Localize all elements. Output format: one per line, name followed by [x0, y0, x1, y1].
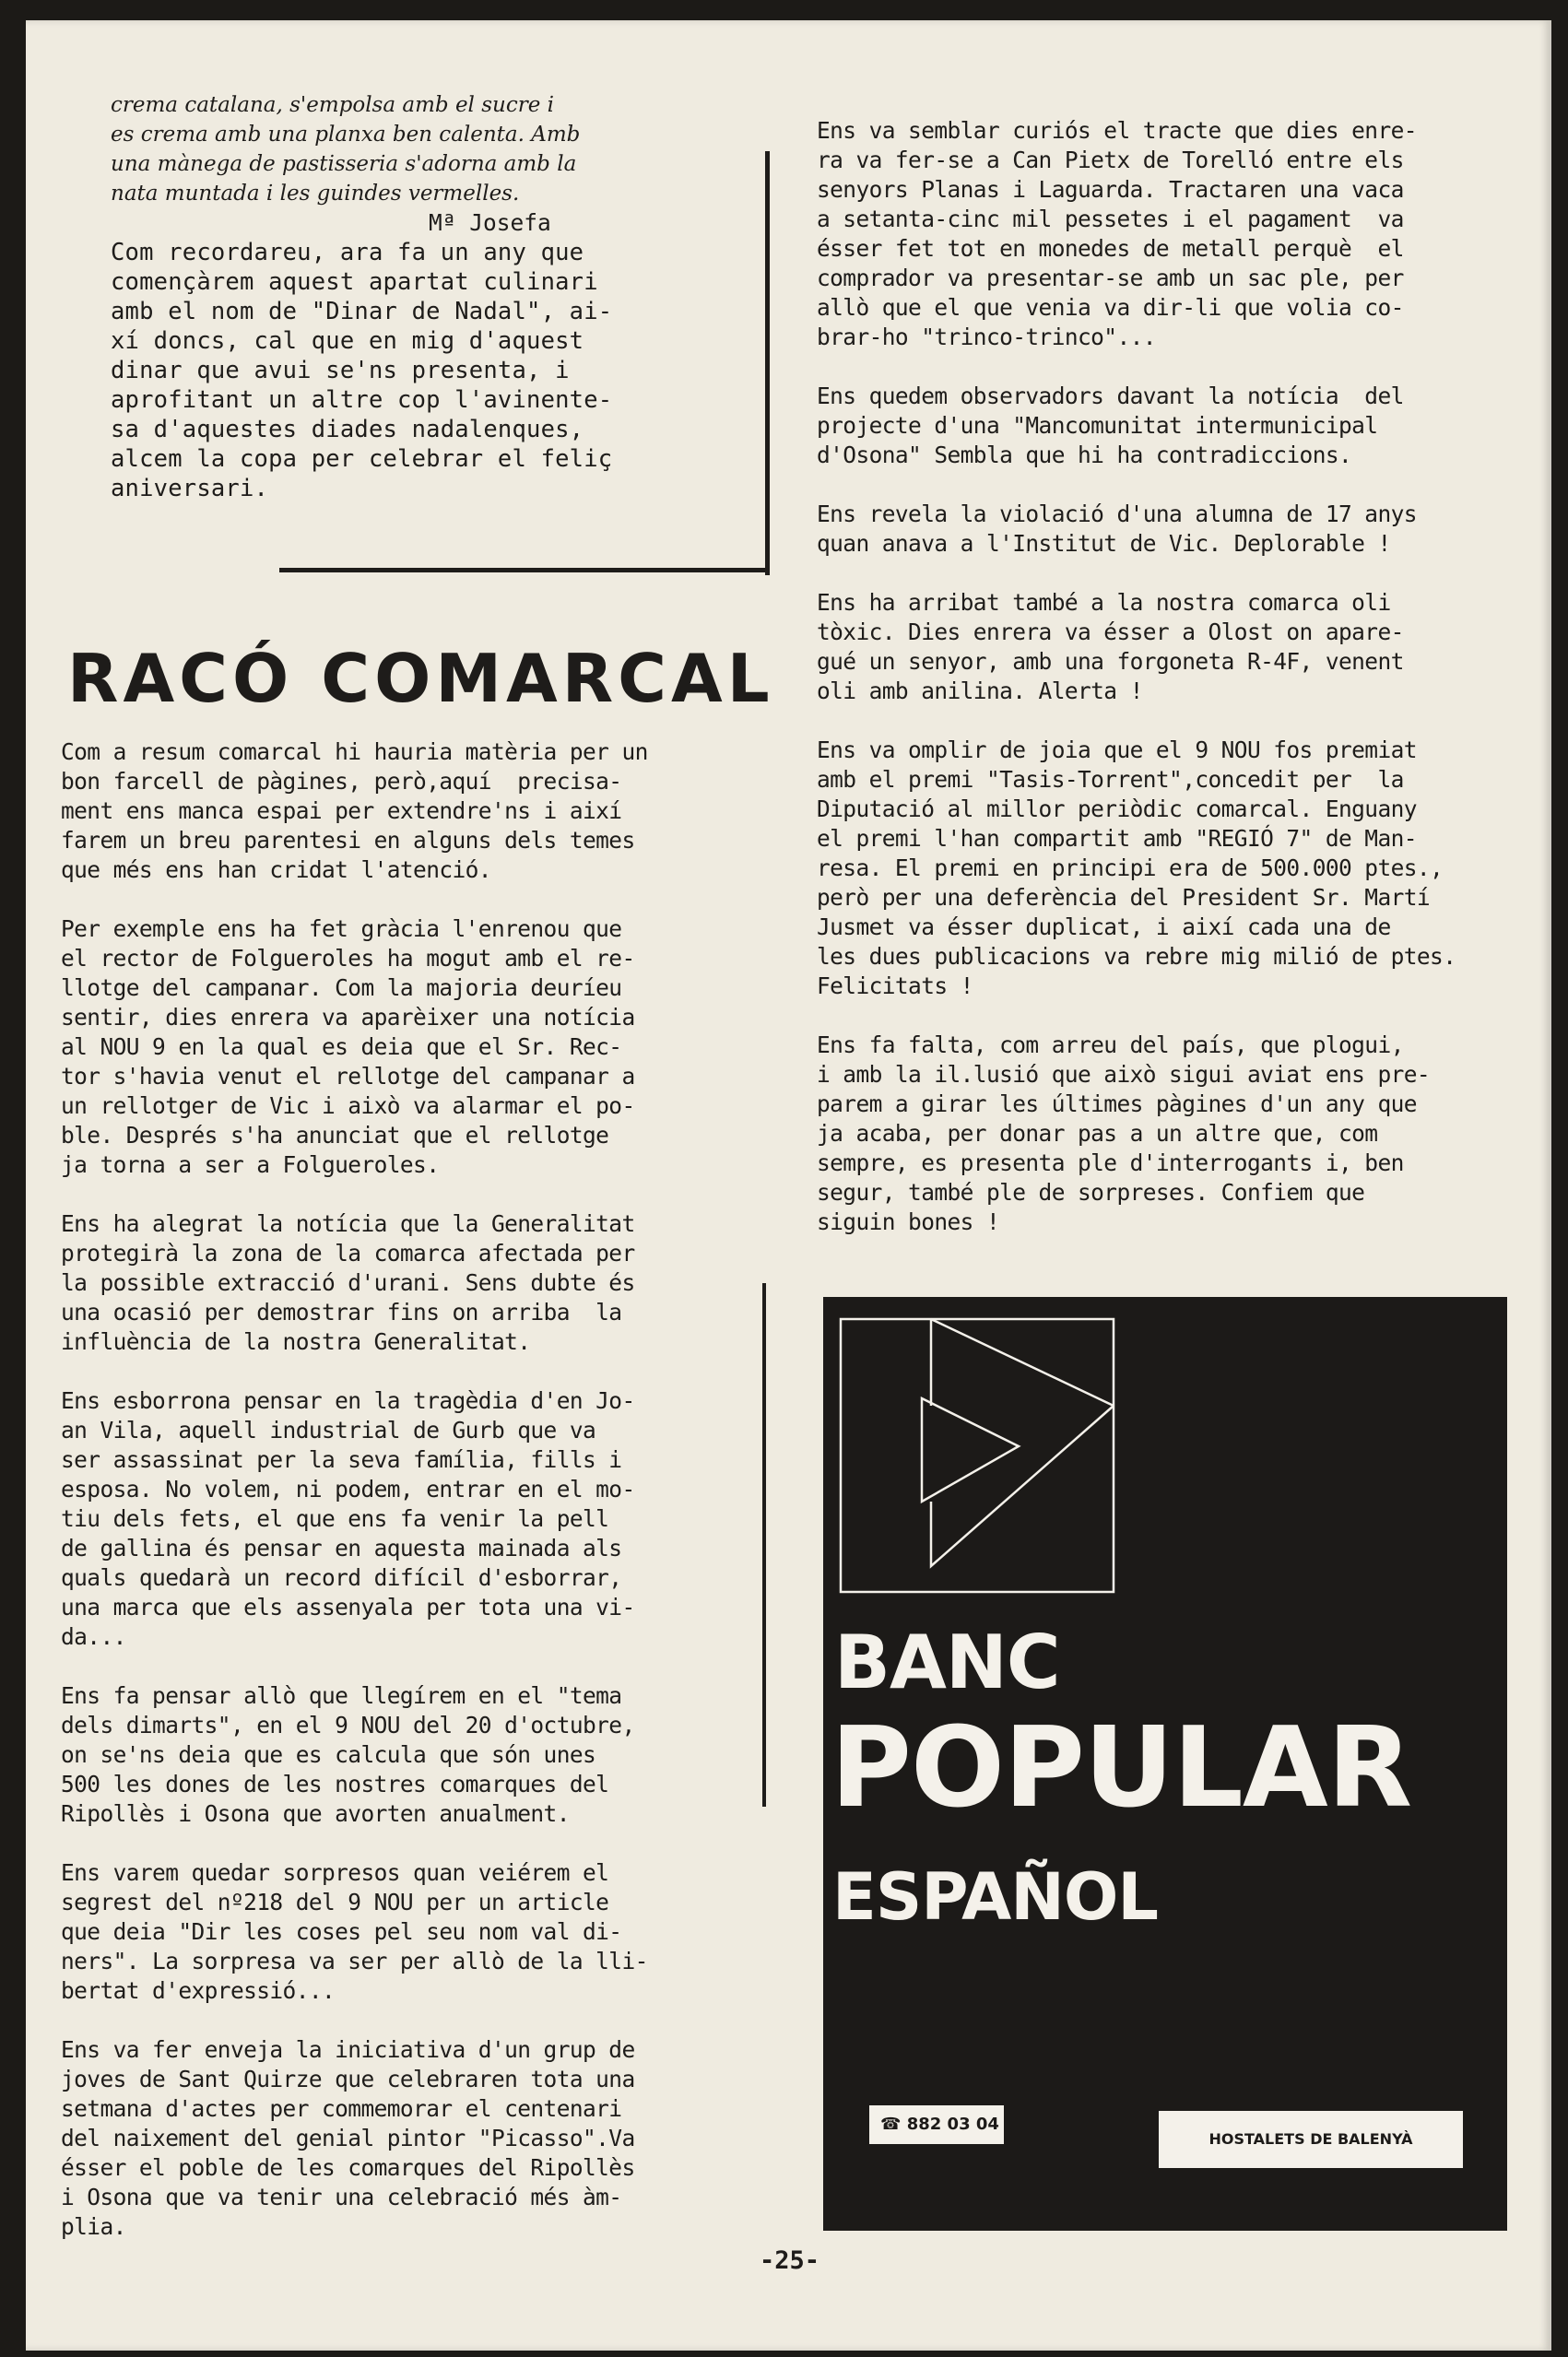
left-paragraph: Com a resum comarcal hi hauria matèria per un bon farcell de pàgines, però,aquí precisa- ment ens manca espai per extendre'ns i així farem un breu parentesi en alguns dels temes que més ens han cridat l'atenció. [61, 738, 648, 883]
recipe-section [111, 90, 774, 503]
bank-logo-icon [839, 1317, 1115, 1594]
left-paragraph: Ens esborrona pensar en la tragèdia d'en Jo- an Vila, aquell industrial de Gurb que va ser assassinat per la seva família, fills i esposa. No volem, ni podem, entrar en el mo- tiu dels fets, el que ens fa venir la pell de gallina és pensar en aquesta mainada als quals quedarà un record difícil d'esborrar, una marca que els assenyala per tota una vi- da... [61, 1387, 635, 1650]
left-paragraph: Ens ha alegrat la notícia que la Generalitat protegirà la zona de la comarca afectada per la possible extracció d'urani. Sens dubte és una ocasió per demostrar fins on arriba la influència de la nostra Generalitat. [61, 1210, 635, 1355]
section-heading: RACÓ COMARCAL [67, 640, 774, 717]
left-column [61, 737, 761, 2242]
ad-line-espanol: ESPAÑOL [832, 1859, 1158, 1935]
ad-phone-box [869, 2105, 1004, 2144]
ad-phone-number: 882 03 04 [906, 2115, 999, 2134]
bank-advertisement[interactable] [823, 1297, 1507, 2231]
ad-location-box [1159, 2111, 1463, 2168]
anniversary-note: Com recordareu, ara fa un any que començàrem aquest apartat culinari amb el nom de "Dinar de Nadal", ai- xí doncs, cal que en mig d'aquest dinar que avui se'ns presenta, i aprofitant un altre cop l'avinente- sa d'aquestes diades nadalenques, alcem la copa per celebrar el feliç aniversari. [111, 239, 613, 502]
right-paragraph: Ens va omplir de joia que el 9 NOU fos premiat amb el premi "Tasis-Torrent",concedit per la Diputació al millor periòdic comarcal. Enguany el premi l'han compartit amb "REGIÓ 7" de Man- resa. El premi en principi era de 500.000 ptes., però per una deferència del President Sr. Martí Jusmet va ésser duplicat, i així cada una de les dues publicacions va rebre mig milió de ptes. Felicitats ! [817, 737, 1456, 999]
right-paragraph: Ens fa falta, com arreu del país, que plogui, i amb la il.lusió que això sigui aviat ens pre- parem a girar les últimes pàgines d'un any que ja acaba, per donar pas a un altre que, com sempre, es presenta ple d'interrogants i, ben segur, també ple de sorpreses. Confiem que siguin bones ! [817, 1031, 1431, 1235]
ad-line-banc: BANC [834, 1620, 1060, 1705]
left-paragraph: Ens fa pensar allò que llegírem en el "tema dels dimarts", en el 9 NOU del 20 d'octubre, on se'ns deia que es calcula que són unes 500 les dones de les nostres comarques del Ripollès i Osona que avorten anualment. [61, 1682, 635, 1827]
right-paragraph: Ens ha arribat també a la nostra comarca oli tòxic. Dies enrera va ésser a Olost on apare- gué un senyor, amb una forgoneta R-4F, venent oli amb anilina. Alerta ! [817, 589, 1404, 704]
right-paragraph: Ens revela la violació d'una alumna de 17 anys quan anava a l'Institut de Vic. Deplorable ! [817, 501, 1417, 557]
recipe-box-bottom-rule [279, 568, 770, 572]
recipe-signature: Mª Josefa [429, 209, 551, 236]
left-paragraph: Ens va fer enveja la iniciativa d'un grup de joves de Sant Quirze que celebraren tota una setmana d'actes per commemorar el centenari del naixement del genial pintor "Picasso".Va ésser el poble de les comarques del Ripollès i Osona que va tenir una celebració més àm- plia. [61, 2036, 635, 2240]
telephone-icon: ☎ [880, 2115, 902, 2134]
page-number: -25- [760, 2246, 820, 2275]
right-paragraph: Ens va semblar curiós el tracte que dies enre- ra va fer-se a Can Pietx de Torelló entre els senyors Planas i Laguarda. Tractaren una vaca a setanta-cinc mil pessetes i el pagament va ésser fet tot en monedes de metall perquè el comprador va presentar-se amb un sac ple, per allò que el que venia va dir-li que volia co- brar-ho "trinco-trinco"... [817, 117, 1417, 350]
right-column [817, 116, 1545, 1237]
ad-location: HOSTALETS DE BALENYÀ [1208, 2130, 1413, 2148]
recipe-italic-text: crema catalana, s'empolsa amb el sucre i es crema amb una planxa ben calenta. Amb una mànega de pastisseria s'adorna amb la nata muntada i les guindes vermelles. [111, 93, 581, 206]
right-paragraph: Ens quedem observadors davant la notícia del projecte d'una "Mancomunitat intermunicipal d'Osona" Sembla que hi ha contradiccions. [817, 383, 1404, 468]
column-separator-rule [762, 1283, 766, 1807]
left-paragraph: Per exemple ens ha fet gràcia l'enrenou que el rector de Folgueroles ha mogut amb el re- llotge del campanar. Com la majoria deuríeu sentir, dies enrera va aparèixer una notícia al NOU 9 en la qual es deia que el Sr. Rec- tor s'havia venut el rellotge del campanar a un rellotger de Vic i això va alarmar el po- ble. Després s'ha anunciat que el rellotge ja torna a ser a Folgueroles. [61, 915, 635, 1178]
left-paragraph: Ens varem quedar sorpresos quan veiérem el segrest del nº218 del 9 NOU per un article que deia "Dir les coses pel seu nom val di- ners". La sorpresa va ser per allò de la lli- bertat d'expressió... [61, 1859, 648, 2004]
ad-line-popular: POPULAR [831, 1704, 1412, 1833]
magazine-page [26, 20, 1551, 2351]
recipe-box-right-rule [765, 151, 770, 575]
